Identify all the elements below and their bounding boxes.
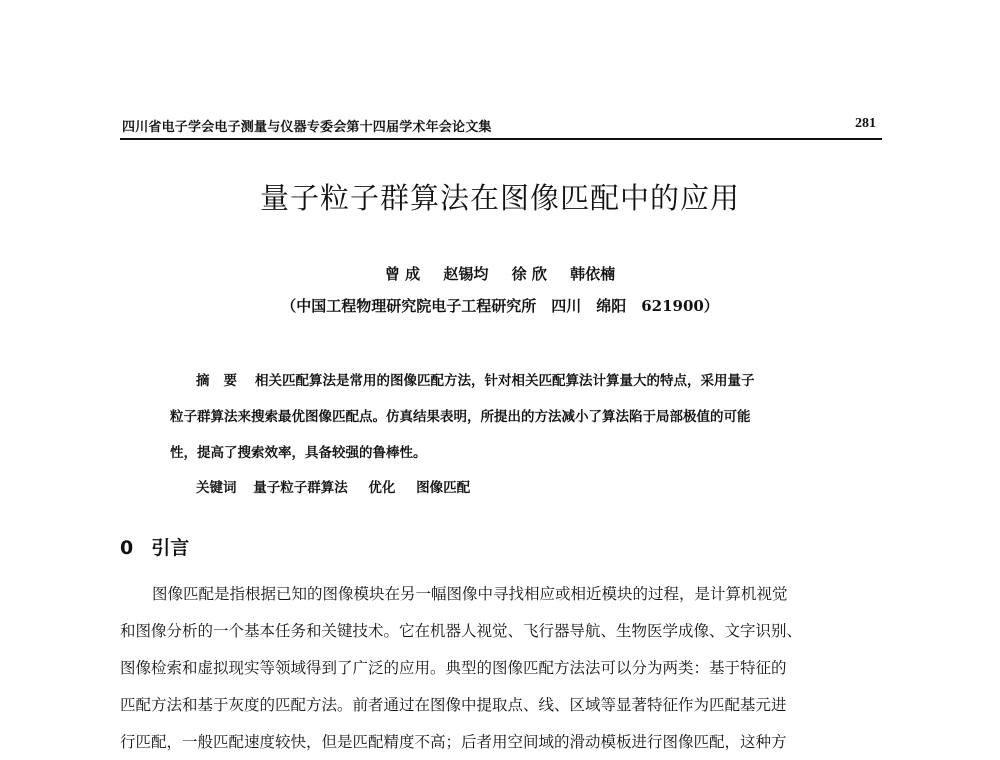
author-name: 徐 欣 [511,265,547,283]
abstract-line: 粒子群算法来搜索最优图像匹配点。仿真结果表明，所提出的方法减小了算法陷于局部极值的可能 [170,409,751,425]
section-title: 引言 [151,537,190,559]
keyword: 量子粒子群算法 [253,480,348,496]
abstract-line [196,369,755,389]
body-text-line: 行匹配，一般匹配速度较快，但是匹配精度不高；后者用空间域的滑动模板进行图像匹配，这种方 [120,733,787,751]
body-text-line: 图像检索和虚拟现实等领域得到了广泛的应用。典型的图像匹配方法法可以分为两类：基于特征的 [120,659,787,677]
keywords-line [196,476,486,496]
author-name: 韩依楠 [570,265,616,283]
author-name: 赵锡均 [443,265,489,283]
abstract-label: 摘要 [196,373,251,389]
body-text-line: 和图像分析的一个基本任务和关键技术。它在机器人视觉、飞行器导航、生物医学成像、文字识别、 [120,622,803,640]
keyword: 图像匹配 [416,480,471,496]
section-heading [120,533,189,560]
running-header [120,116,882,140]
paper-title: 量子粒子群算法在图像匹配中的应用 [259,181,740,215]
page-number: 281 [855,116,876,131]
author-list [0,263,1000,284]
author-name: 曾 成 [384,265,421,283]
abstract-text: 相关匹配算法是常用的图像匹配方法，针对相关匹配算法计算量大的特点，采用量子 [255,373,755,389]
body-text-line: 匹配方法和基于灰度的匹配方法。前者通过在图像中提取点、线、区域等显著特征作为匹配基元进 [120,696,787,714]
keyword: 优化 [368,480,396,496]
body-text-line: 图像匹配是指根据已知的图像模块在另一幅图像中寻找相应或相近模块的过程，是计算机视觉 [152,585,788,603]
running-title: 四川省电子学会电子测量与仪器专委会第十四届学术年会论文集 [122,120,492,135]
keywords-label: 关键词 [196,480,237,496]
abstract-line: 性，提高了搜索效率，具备较强的鲁棒性。 [170,445,427,461]
affiliation: （中国工程物理研究院电子工程研究所 四川 绵阳 621900） [281,297,719,315]
section-number: 0 [120,537,134,559]
